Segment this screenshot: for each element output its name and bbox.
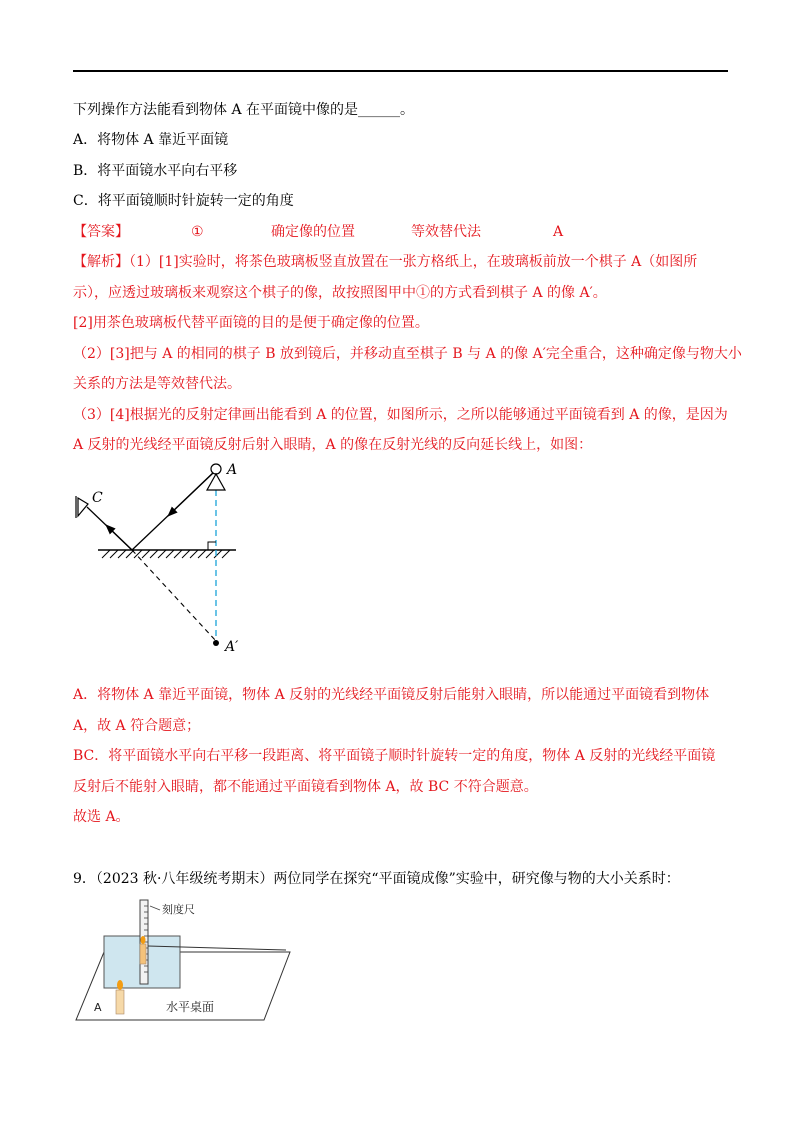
answer-item-1: ① xyxy=(191,224,204,240)
answer-item-4: A xyxy=(553,224,564,240)
label-a-prime: A′ xyxy=(225,639,239,655)
analysis-line: [2]用茶色玻璃板代替平面镜的目的是便于确定像的位置。 xyxy=(73,315,429,331)
analysis-line: A 反射的光线经平面镜反射后射入眼睛，A 的像在反射光线的反向延长线上，如图： xyxy=(73,437,593,453)
candle-image xyxy=(140,944,146,964)
analysis-line: 示），应透过玻璃板来观察这个棋子的像，故按照图甲中①的方式看到棋子 A 的像 A′。 xyxy=(73,285,607,301)
option-a: A．将物体 A 靠近平面镜 xyxy=(73,132,229,148)
label-c: C xyxy=(92,490,103,506)
analysis-line: A，故 A 符合题意； xyxy=(73,718,201,734)
analysis-line: （2）[3]把与 A 的相同的棋子 B 放到镜后，并移动直至棋子 B 与 A 的像 A′完全重合，这种确定像与物大小 xyxy=(73,346,742,362)
analysis-line: 故选 A。 xyxy=(73,809,130,825)
analysis-line: 【解析】（1）[1]实验时，将茶色玻璃板竖直放置在一张方格纸上，在玻璃板前放一个棋子 A（如图所 xyxy=(73,254,698,270)
question-9-text: 9．（2023 秋·八年级统考期末）两位同学在探究“平面镜成像”实验中，研究像与物的大小关系时： xyxy=(73,871,680,887)
question-prompt: 下列操作方法能看到物体 A 在平面镜中像的是______。 xyxy=(73,102,415,118)
table-label: 水平桌面 xyxy=(166,1000,215,1014)
option-b: B．将平面镜水平向右平移 xyxy=(73,163,238,179)
analysis-line: BC．将平面镜水平向右平移一段距离、将平面镜子顺时针旋转一定的角度，物体 A 反射的光线经平面镜 xyxy=(73,748,716,764)
answer-item-3: 等效替代法 xyxy=(411,224,481,240)
answer-item-2: 确定像的位置 xyxy=(271,224,355,240)
label-a: A xyxy=(227,462,238,478)
candle-label: A xyxy=(94,1001,102,1014)
analysis-line: （3）[4]根据光的反射定律画出能看到 A 的位置，如图所示，之所以能够通过平面镜看到 A 的像，是因为 xyxy=(73,407,728,423)
candle-a xyxy=(116,990,124,1014)
ruler-label: 刻度尺 xyxy=(162,903,195,916)
analysis-line: 反射后不能射入眼睛，都不能通过平面镜看到物体 A，故 BC 不符合题意。 xyxy=(73,779,538,795)
option-c: C．将平面镜顺时针旋转一定的角度 xyxy=(73,193,294,209)
analysis-line: 关系的方法是等效替代法。 xyxy=(73,376,241,392)
analysis-line: A．将物体 A 靠近平面镜，物体 A 反射的光线经平面镜反射后能射入眼睛，所以能通过平面镜看到物体 xyxy=(73,687,710,703)
answer-label: 【答案】 xyxy=(73,224,129,240)
